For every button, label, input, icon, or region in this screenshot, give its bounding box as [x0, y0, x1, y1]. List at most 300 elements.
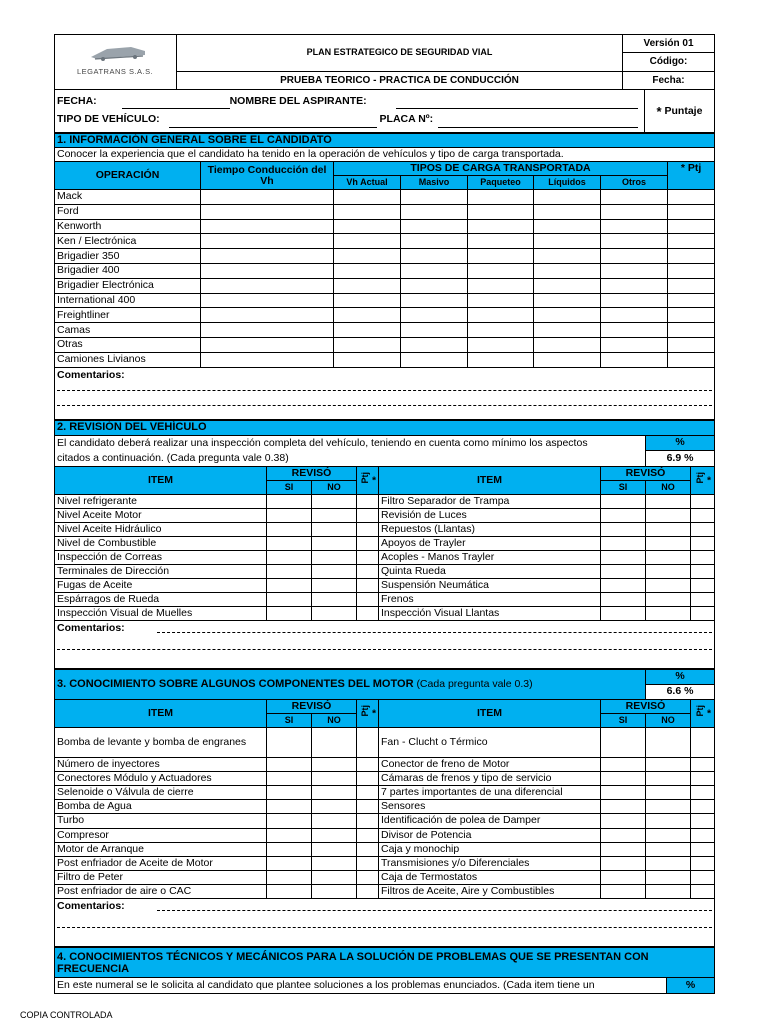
- input-cell[interactable]: [601, 352, 668, 367]
- col-carga-2: Paqueteo: [468, 176, 534, 190]
- input-cell[interactable]: [401, 249, 468, 264]
- input-cell[interactable]: [601, 263, 668, 278]
- input-cell[interactable]: [534, 308, 601, 323]
- input-cell[interactable]: [668, 234, 715, 249]
- si-checkbox-left[interactable]: [267, 536, 312, 550]
- table-row: [55, 856, 715, 870]
- section3-table: [54, 669, 715, 948]
- input-cell[interactable]: [668, 323, 715, 338]
- no-checkbox-left[interactable]: [312, 785, 357, 799]
- no-checkbox-right[interactable]: [646, 785, 691, 799]
- input-cell[interactable]: [601, 323, 668, 338]
- s3-col-reviso-right: REVISÓ: [601, 699, 691, 713]
- ptj-cell-left[interactable]: [357, 800, 379, 814]
- input-cell[interactable]: [534, 323, 601, 338]
- ptj-cell-left[interactable]: [357, 885, 379, 899]
- si-checkbox-right[interactable]: [601, 800, 646, 814]
- col-tiempo: [201, 162, 334, 190]
- no-checkbox-left[interactable]: [312, 771, 357, 785]
- s2-col-ptj-left: [357, 466, 379, 494]
- input-cell[interactable]: [201, 219, 334, 234]
- input-cell[interactable]: [401, 278, 468, 293]
- section2-comments[interactable]: [55, 620, 715, 668]
- ptj-cell-left[interactable]: [357, 785, 379, 799]
- ptj-cell-left[interactable]: [357, 578, 379, 592]
- section3-comments-label: Comentarios:: [57, 900, 125, 913]
- si-checkbox-right[interactable]: [601, 856, 646, 870]
- input-cell[interactable]: [601, 337, 668, 352]
- si-checkbox-left[interactable]: [267, 885, 312, 899]
- operacion-cell: Camas: [55, 323, 201, 338]
- operacion-cell: Ken / Electrónica: [55, 234, 201, 249]
- s3-col-si-left: SI: [267, 713, 312, 727]
- table-row: [55, 771, 715, 785]
- item-right: 7 partes importantes de una diferencial: [379, 785, 601, 799]
- ptj-cell-right[interactable]: [691, 814, 715, 828]
- table-row: [55, 814, 715, 828]
- section1-table: [54, 133, 715, 420]
- section2-comments-label: Comentarios:: [57, 621, 125, 634]
- s3-col-no-right: NO: [646, 713, 691, 727]
- input-cell[interactable]: [334, 337, 401, 352]
- s3-col-item-left: ITEM: [55, 699, 267, 727]
- si-checkbox-right[interactable]: [601, 771, 646, 785]
- input-cell[interactable]: [334, 219, 401, 234]
- input-cell[interactable]: [668, 337, 715, 352]
- si-checkbox-right[interactable]: [601, 550, 646, 564]
- fecha-label: FECHA:: [57, 95, 97, 107]
- input-cell[interactable]: [468, 337, 534, 352]
- si-checkbox-left[interactable]: [267, 564, 312, 578]
- no-checkbox-left[interactable]: [312, 814, 357, 828]
- input-cell[interactable]: [334, 308, 401, 323]
- item-right: Filtro Separador de Trampa: [379, 494, 601, 508]
- si-checkbox-left[interactable]: [267, 494, 312, 508]
- item-left: Número de inyectores: [55, 757, 267, 771]
- input-cell[interactable]: [401, 352, 468, 367]
- si-checkbox-left[interactable]: [267, 856, 312, 870]
- input-cell[interactable]: [668, 263, 715, 278]
- ptj-cell-right[interactable]: [691, 564, 715, 578]
- ptj-cell-left[interactable]: [357, 522, 379, 536]
- section1-title: 1. INFORMACIÓN GENERAL SOBRE EL CANDIDATO: [55, 134, 715, 148]
- ptj-cell-right[interactable]: [691, 536, 715, 550]
- item-left: Bomba de levante y bomba de engranes: [55, 727, 267, 757]
- ptj-cell-left[interactable]: [357, 828, 379, 842]
- input-cell[interactable]: [401, 323, 468, 338]
- input-cell[interactable]: [601, 204, 668, 219]
- item-left: Post enfriador de aire o CAC: [55, 885, 267, 899]
- ptj-cell-right[interactable]: [691, 885, 715, 899]
- table-row: [55, 550, 715, 564]
- si-checkbox-left[interactable]: [267, 757, 312, 771]
- input-cell[interactable]: [534, 234, 601, 249]
- ptj-cell-left[interactable]: [357, 550, 379, 564]
- input-cell[interactable]: [401, 308, 468, 323]
- s2-col-si-right: SI: [601, 480, 646, 494]
- no-checkbox-right[interactable]: [646, 771, 691, 785]
- input-cell[interactable]: [534, 337, 601, 352]
- input-cell[interactable]: [201, 249, 334, 264]
- input-cell[interactable]: [468, 263, 534, 278]
- ptj-cell-right[interactable]: [691, 828, 715, 842]
- input-cell[interactable]: [601, 249, 668, 264]
- col-ptj: * Ptj: [668, 162, 715, 190]
- s2-col-si-left: SI: [267, 480, 312, 494]
- section4-title: [55, 948, 715, 978]
- input-cell[interactable]: [668, 204, 715, 219]
- no-checkbox-left[interactable]: [312, 828, 357, 842]
- section3-comments[interactable]: [55, 899, 715, 947]
- si-checkbox-right[interactable]: [601, 814, 646, 828]
- si-checkbox-left[interactable]: [267, 814, 312, 828]
- input-cell[interactable]: [201, 234, 334, 249]
- input-cell[interactable]: [201, 323, 334, 338]
- no-checkbox-left[interactable]: [312, 606, 357, 620]
- table-row: [55, 592, 715, 606]
- si-checkbox-left[interactable]: [267, 800, 312, 814]
- s2-star-right: *: [706, 474, 712, 487]
- input-cell[interactable]: [534, 249, 601, 264]
- input-cell[interactable]: [334, 249, 401, 264]
- no-checkbox-right[interactable]: [646, 606, 691, 620]
- input-cell[interactable]: [334, 263, 401, 278]
- input-cell[interactable]: [534, 352, 601, 367]
- si-checkbox-right[interactable]: [601, 785, 646, 799]
- input-cell[interactable]: [468, 234, 534, 249]
- input-cell[interactable]: [401, 234, 468, 249]
- si-checkbox-right[interactable]: [601, 522, 646, 536]
- si-checkbox-right[interactable]: [601, 606, 646, 620]
- input-cell[interactable]: [468, 308, 534, 323]
- col-tipos-carga: TIPOS DE CARGA TRANSPORTADA: [334, 162, 668, 176]
- ptj-cell-left[interactable]: [357, 564, 379, 578]
- ptj-cell-left[interactable]: [357, 842, 379, 856]
- item-right: Sensores: [379, 800, 601, 814]
- no-checkbox-right[interactable]: [646, 856, 691, 870]
- input-cell[interactable]: [201, 204, 334, 219]
- no-checkbox-left[interactable]: [312, 508, 357, 522]
- ptj-cell-left[interactable]: [357, 494, 379, 508]
- ptj-cell-right[interactable]: [691, 757, 715, 771]
- tipo-vehiculo-label: TIPO DE VEHÍCULO:: [57, 113, 160, 125]
- input-cell[interactable]: [201, 308, 334, 323]
- no-checkbox-right[interactable]: [646, 550, 691, 564]
- ptj-cell-left[interactable]: [357, 871, 379, 885]
- input-cell[interactable]: [401, 204, 468, 219]
- input-cell[interactable]: [668, 278, 715, 293]
- input-cell[interactable]: [468, 204, 534, 219]
- no-checkbox-right[interactable]: [646, 592, 691, 606]
- no-checkbox-right[interactable]: [646, 536, 691, 550]
- si-checkbox-right[interactable]: [601, 885, 646, 899]
- input-cell[interactable]: [468, 293, 534, 308]
- ptj-cell-right[interactable]: [691, 494, 715, 508]
- no-checkbox-left[interactable]: [312, 550, 357, 564]
- puntaje-cell[interactable]: [645, 90, 715, 133]
- no-checkbox-right[interactable]: [646, 814, 691, 828]
- si-checkbox-right[interactable]: [601, 828, 646, 842]
- no-checkbox-left[interactable]: [312, 536, 357, 550]
- input-cell[interactable]: [468, 219, 534, 234]
- no-checkbox-right[interactable]: [646, 522, 691, 536]
- no-checkbox-left[interactable]: [312, 800, 357, 814]
- no-checkbox-right[interactable]: [646, 885, 691, 899]
- no-checkbox-right[interactable]: [646, 800, 691, 814]
- si-checkbox-left[interactable]: [267, 592, 312, 606]
- s2-col-item-left: ITEM: [55, 466, 267, 494]
- no-checkbox-right[interactable]: [646, 842, 691, 856]
- item-right: Caja de Termostatos: [379, 871, 601, 885]
- si-checkbox-right[interactable]: [601, 592, 646, 606]
- ptj-cell-left[interactable]: [357, 757, 379, 771]
- ptj-cell-right[interactable]: [691, 856, 715, 870]
- input-cell[interactable]: [201, 293, 334, 308]
- tipo-vehiculo-input[interactable]: [169, 118, 377, 128]
- input-cell[interactable]: [601, 308, 668, 323]
- applicant-table: [54, 90, 715, 133]
- no-checkbox-left[interactable]: [312, 757, 357, 771]
- si-checkbox-left[interactable]: [267, 508, 312, 522]
- ptj-cell-right[interactable]: [691, 550, 715, 564]
- si-checkbox-left[interactable]: [267, 828, 312, 842]
- si-checkbox-left[interactable]: [267, 522, 312, 536]
- input-cell[interactable]: [334, 323, 401, 338]
- si-checkbox-right[interactable]: [601, 727, 646, 757]
- no-checkbox-right[interactable]: [646, 578, 691, 592]
- ptj-cell-right[interactable]: [691, 592, 715, 606]
- input-cell[interactable]: [334, 190, 401, 205]
- input-cell[interactable]: [334, 278, 401, 293]
- section1-comments[interactable]: [55, 367, 715, 419]
- ptj-cell-right[interactable]: [691, 842, 715, 856]
- table-row: [55, 352, 715, 367]
- input-cell[interactable]: [201, 352, 334, 367]
- no-checkbox-right[interactable]: [646, 494, 691, 508]
- si-checkbox-right[interactable]: [601, 536, 646, 550]
- date-label: Fecha:: [623, 71, 715, 89]
- si-checkbox-right[interactable]: [601, 578, 646, 592]
- si-checkbox-left[interactable]: [267, 785, 312, 799]
- input-cell[interactable]: [401, 190, 468, 205]
- input-cell[interactable]: [668, 352, 715, 367]
- ptj-cell-left[interactable]: [357, 727, 379, 757]
- input-cell[interactable]: [401, 263, 468, 278]
- code-label: Código:: [623, 53, 715, 71]
- table-row: [55, 293, 715, 308]
- item-right: Transmisiones y/o Diferenciales: [379, 856, 601, 870]
- no-checkbox-left[interactable]: [312, 727, 357, 757]
- input-cell[interactable]: [201, 190, 334, 205]
- input-cell[interactable]: [201, 337, 334, 352]
- nombre-input[interactable]: [396, 99, 638, 109]
- ptj-cell-left[interactable]: [357, 771, 379, 785]
- section4-pct-label: %: [667, 978, 715, 994]
- ptj-cell-right[interactable]: [691, 871, 715, 885]
- item-right: Inspección Visual Llantas: [379, 606, 601, 620]
- input-cell[interactable]: [534, 263, 601, 278]
- input-cell[interactable]: [334, 204, 401, 219]
- input-cell[interactable]: [668, 190, 715, 205]
- item-left: Espárragos de Rueda: [55, 592, 267, 606]
- table-row: [55, 323, 715, 338]
- table-row: [55, 204, 715, 219]
- item-right: Conector de freno de Motor: [379, 757, 601, 771]
- item-left: Terminales de Dirección: [55, 564, 267, 578]
- input-cell[interactable]: [334, 293, 401, 308]
- input-cell[interactable]: [468, 352, 534, 367]
- no-checkbox-left[interactable]: [312, 885, 357, 899]
- operacion-cell: Brigadier 350: [55, 249, 201, 264]
- table-row: [55, 785, 715, 799]
- placa-label: PLACA Nº:: [379, 113, 434, 125]
- section2-table: [54, 420, 715, 669]
- input-cell[interactable]: [401, 337, 468, 352]
- input-cell[interactable]: [401, 293, 468, 308]
- test-title: PRUEBA TEORICO - PRACTICA DE CONDUCCIÓN: [177, 71, 623, 89]
- input-cell[interactable]: [534, 204, 601, 219]
- item-right: Identificación de polea de Damper: [379, 814, 601, 828]
- ptj-cell-left[interactable]: [357, 814, 379, 828]
- si-checkbox-left[interactable]: [267, 842, 312, 856]
- input-cell[interactable]: [668, 293, 715, 308]
- table-row: [55, 885, 715, 899]
- si-checkbox-left[interactable]: [267, 871, 312, 885]
- input-cell[interactable]: [334, 352, 401, 367]
- no-checkbox-right[interactable]: [646, 564, 691, 578]
- input-cell[interactable]: [201, 278, 334, 293]
- no-checkbox-left[interactable]: [312, 592, 357, 606]
- no-checkbox-left[interactable]: [312, 842, 357, 856]
- input-cell[interactable]: [401, 219, 468, 234]
- si-checkbox-left[interactable]: [267, 771, 312, 785]
- puntaje-star: *: [656, 103, 662, 119]
- table-row: [55, 606, 715, 620]
- table-row: [55, 190, 715, 205]
- input-cell[interactable]: [468, 190, 534, 205]
- input-cell[interactable]: [534, 190, 601, 205]
- ptj-cell-right[interactable]: [691, 578, 715, 592]
- no-checkbox-right[interactable]: [646, 828, 691, 842]
- no-checkbox-left[interactable]: [312, 564, 357, 578]
- input-cell[interactable]: [668, 308, 715, 323]
- item-left: Nivel Aceite Motor: [55, 508, 267, 522]
- s2-col-reviso-left: REVISÓ: [267, 466, 357, 480]
- input-cell[interactable]: [201, 263, 334, 278]
- input-cell[interactable]: [668, 249, 715, 264]
- input-cell[interactable]: [334, 234, 401, 249]
- no-checkbox-left[interactable]: [312, 578, 357, 592]
- input-cell[interactable]: [601, 190, 668, 205]
- section2-pct-value: 6.9 %: [646, 451, 715, 467]
- table-row: [55, 508, 715, 522]
- input-cell[interactable]: [601, 234, 668, 249]
- si-checkbox-left[interactable]: [267, 578, 312, 592]
- section4-table: [54, 947, 715, 994]
- item-left: Fugas de Aceite: [55, 578, 267, 592]
- ptj-cell-right[interactable]: [691, 785, 715, 799]
- no-checkbox-right[interactable]: [646, 727, 691, 757]
- item-right: Acoples - Manos Trayler: [379, 550, 601, 564]
- form-sheet: [54, 34, 714, 994]
- si-checkbox-right[interactable]: [601, 871, 646, 885]
- input-cell[interactable]: [601, 293, 668, 308]
- no-checkbox-right[interactable]: [646, 508, 691, 522]
- si-checkbox-left[interactable]: [267, 606, 312, 620]
- si-checkbox-right[interactable]: [601, 564, 646, 578]
- no-checkbox-left[interactable]: [312, 522, 357, 536]
- no-checkbox-right[interactable]: [646, 757, 691, 771]
- no-checkbox-left[interactable]: [312, 871, 357, 885]
- operacion-cell: Ford: [55, 204, 201, 219]
- ptj-cell-right[interactable]: [691, 508, 715, 522]
- input-cell[interactable]: [468, 249, 534, 264]
- ptj-cell-right[interactable]: [691, 727, 715, 757]
- table-row: [55, 234, 715, 249]
- si-checkbox-left[interactable]: [267, 727, 312, 757]
- input-cell[interactable]: [668, 219, 715, 234]
- table-row: [55, 522, 715, 536]
- ptj-cell-left[interactable]: [357, 606, 379, 620]
- table-row: [55, 757, 715, 771]
- section1-comments-label: Comentarios:: [57, 368, 125, 381]
- s3-ptj-right-label: Ptj: [694, 705, 705, 717]
- item-left: Bomba de Agua: [55, 800, 267, 814]
- input-cell[interactable]: [601, 278, 668, 293]
- placa-input[interactable]: [438, 118, 638, 128]
- input-cell[interactable]: [534, 219, 601, 234]
- no-checkbox-left[interactable]: [312, 494, 357, 508]
- input-cell[interactable]: [534, 293, 601, 308]
- ptj-cell-left[interactable]: [357, 536, 379, 550]
- item-right: Frenos: [379, 592, 601, 606]
- operacion-cell: Camiones Livianos: [55, 352, 201, 367]
- version-label: Versión 01: [623, 35, 715, 53]
- table-row: [55, 727, 715, 757]
- ptj-cell-right[interactable]: [691, 522, 715, 536]
- item-left: Selenoide o Válvula de cierre: [55, 785, 267, 799]
- si-checkbox-right[interactable]: [601, 757, 646, 771]
- input-cell[interactable]: [468, 323, 534, 338]
- ptj-cell-left[interactable]: [357, 856, 379, 870]
- col-tiempo-line2: Vh: [260, 174, 274, 187]
- ptj-cell-right[interactable]: [691, 800, 715, 814]
- section3-pct-value: 6.6 %: [646, 684, 715, 699]
- si-checkbox-right[interactable]: [601, 494, 646, 508]
- table-row: [55, 494, 715, 508]
- ptj-cell-left[interactable]: [357, 508, 379, 522]
- fecha-input[interactable]: [122, 99, 230, 109]
- ptj-cell-left[interactable]: [357, 592, 379, 606]
- item-left: Inspección de Correas: [55, 550, 267, 564]
- item-left: Inspección Visual de Muelles: [55, 606, 267, 620]
- no-checkbox-right[interactable]: [646, 871, 691, 885]
- no-checkbox-left[interactable]: [312, 856, 357, 870]
- ptj-cell-right[interactable]: [691, 606, 715, 620]
- si-checkbox-right[interactable]: [601, 842, 646, 856]
- ptj-cell-right[interactable]: [691, 771, 715, 785]
- input-cell[interactable]: [468, 278, 534, 293]
- si-checkbox-right[interactable]: [601, 508, 646, 522]
- input-cell[interactable]: [534, 278, 601, 293]
- section3-title-text: 3. CONOCIMIENTO SOBRE ALGUNOS COMPONENTES DEL MOTOR: [57, 677, 414, 690]
- input-cell[interactable]: [601, 219, 668, 234]
- operacion-cell: Mack: [55, 190, 201, 205]
- operacion-cell: Freightliner: [55, 308, 201, 323]
- si-checkbox-left[interactable]: [267, 550, 312, 564]
- item-right: Apoyos de Trayler: [379, 536, 601, 550]
- col-carga-0: Vh Actual: [334, 176, 401, 190]
